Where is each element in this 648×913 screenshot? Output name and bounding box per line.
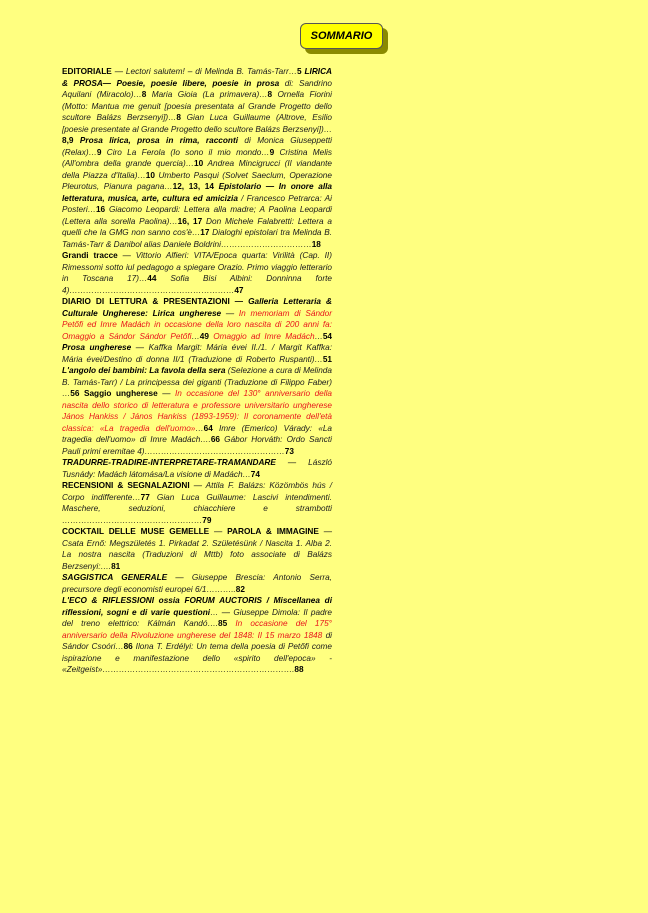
page-number: 9	[96, 147, 102, 157]
toc-text: RECENSIONI & SEGNALAZIONI	[62, 481, 190, 490]
toc-text: LIRICA & PROSA— Poesie, poesie libere, poesie in prosa	[62, 67, 332, 88]
toc-entry	[62, 66, 332, 250]
page-number: 18	[311, 239, 321, 249]
toc-text: Prosa ungherese	[62, 343, 132, 352]
toc-entry	[62, 457, 332, 480]
toc-text: — Kaffka Margit: Mária évei II./1. / Margit Kaffka: Mária évei/Destino di donna II/1 (Traduzione di Roberto Ruspanti)…	[62, 343, 332, 364]
toc-text: — Csata Ernő: Megszületés 1. Pirkadat 2. Születésünk / Nascita 1. Alba 2. La nostra nascita (Traduzioni di Mttb) foto associate di Balázs Berzsenyi:….	[62, 527, 332, 571]
toc-text: — Giuseppe Brescia: Antonio Serra, precursore degli economisti europei 6/1………..	[62, 573, 332, 594]
toc-text: Ciro La Ferola (Io sono il mio mondo…	[101, 147, 270, 157]
page-number: 47	[234, 285, 244, 295]
toc-text: Prosa lirica, prosa in rima, racconti	[73, 136, 239, 145]
toc-text: Giacomo Leopardi: Lettera alla madre; A Paolina Leopardi (Lettera alla sorella Paolina)…	[62, 205, 332, 226]
page-number: 79	[202, 515, 212, 525]
toc-text: Cristina Melis (All'ombra della grande quercia)…	[62, 147, 332, 168]
toc-text: di: Sandrino Aquilani (Miracolo)…	[62, 78, 332, 99]
page-number: 8	[141, 90, 147, 99]
toc-text: Grandi tracce	[62, 251, 118, 260]
page-number: 56	[70, 389, 80, 398]
toc-text: Gábor Horváth: Ordo Sancti Pauli primi eremitae 4)……………………………………………	[62, 435, 332, 456]
page-number: 74	[250, 469, 260, 479]
toc-entry	[62, 595, 332, 676]
page-number: 12, 13, 14	[172, 182, 214, 191]
toc-text: Ilona T. Erdélyi: Un tema della poesia di Petőfi come ispirazione e manifestazione dello «spirito dell'epoca» - «Zeitgeist»…………………………………………………………….	[62, 642, 332, 674]
toc-text: …	[195, 423, 204, 433]
toc-text: —	[221, 308, 239, 318]
sommario-badge: SOMMARIO	[300, 23, 383, 49]
toc-text: (Selezione a cura di Melinda B. Tamás-Tarr) / La principessa dei giganti (Traduzione di Filippo Faber) …	[62, 366, 332, 398]
toc-text: In memoriam di Sándor Petőfi ed Imre Madách in occasione della loro nascita di 200 anni fa: Omaggio a Sándor Sándor Petőfi	[62, 308, 332, 341]
toc-text: EDITORIALE	[62, 67, 112, 76]
page-number: 49	[199, 331, 209, 341]
toc-entry	[62, 572, 332, 595]
toc-entry	[62, 526, 332, 572]
page-number: 8	[267, 90, 273, 99]
toc-text: Andrea Mincigrucci (Il viandante della Piazza d'Italia)…	[62, 159, 332, 180]
toc-text: —	[157, 389, 175, 398]
page-number: 88	[294, 665, 304, 674]
toc-text: L'ECO & RIFLESSIONI ossia FORUM AUCTORIS / Miscellanea di riflessioni, sogni e di varie questioni	[62, 596, 332, 617]
toc-text: Umberto Pasqui (Solvet Saeclum, Operazione Pleurotus, Pianura pagana…	[62, 170, 332, 191]
toc-text: di Monica Giuseppetti (Relax)…	[62, 136, 332, 157]
toc-text: … — Giuseppe Dimola: Il padre del treno elettrico: Kálmán Kandó….	[62, 607, 333, 628]
page-number: 86	[123, 642, 133, 651]
toc-text: Galleria Letteraria & Culturale Ungherese: Lirica ungherese	[62, 297, 332, 318]
toc-text: — Lectori salutem! – di Melinda B. Tamás-Tarr…	[111, 67, 297, 76]
toc-text: — Attila F. Balázs: Közömbös hús / Corpo indifferente…	[62, 481, 333, 502]
toc-text: Epistolario — In onore alla letteratura, musica, arte, cultura ed amicizia	[62, 182, 332, 203]
page-number: 17	[200, 228, 210, 237]
page-number: 77	[140, 492, 150, 502]
toc-text: COCKTAIL DELLE MUSE GEMELLE	[62, 527, 210, 536]
toc-text: SAGGISTICA GENERALE	[62, 573, 168, 582]
toc-text: Sofia Bisi Albini: Donninna forte 4)……………………………………………………	[62, 274, 332, 295]
toc-text: di Sándor Csoóri…	[62, 630, 332, 651]
page-number: 54	[322, 331, 332, 341]
page-number: 16, 17	[177, 216, 203, 226]
toc-text: — László Tusnády: Madách látomása/La visione di Madách…	[62, 458, 332, 479]
toc-text: L'angolo dei bambini: La favola della sera	[62, 366, 226, 375]
page-number: 8	[176, 113, 181, 122]
toc-text: Maria Gioia (La primavera)…	[146, 90, 268, 99]
toc-text: Gian Luca Guillaume (Altrove, Esilio [poesie presentate al Grande Progetto dello scultore Balázs Berzsenyi])…	[62, 113, 332, 134]
toc-text: …	[314, 331, 323, 341]
page-number: 64	[203, 423, 213, 433]
toc-text: Dialoghi epistolari tra Melinda B. Tamás-Tarr & Danibol alias Daniele Boldrini……………………………	[62, 228, 332, 249]
page-number: 8,9	[62, 136, 74, 145]
page-number: 10	[194, 159, 204, 168]
page-number: 66	[210, 435, 221, 444]
page-number: 85	[218, 619, 228, 628]
page-number: 73	[284, 446, 294, 456]
page-number: 81	[111, 561, 121, 571]
toc-text: — Vittorio Alfieri: VITA/Epoca quarta: Virilità (Cap. II) Rimessomi sotto iul pedagogo a spiegare Orazio. Primo viaggio letterario in Toscana 17)…	[62, 251, 332, 283]
toc-text: Saggio ungherese	[79, 389, 158, 398]
toc-entry	[62, 250, 332, 296]
page-number: 5	[296, 67, 302, 76]
toc-text: In occasione del 130° anniversario della nascita dello storico di letteratura e professore universitario ungherese János Hankiss / János Hankiss (1893-1959): Il coronamente dell'età classica: «La tragedia dell'uomo»	[62, 389, 332, 433]
toc-text: Imre (Emerico) Várady: «La tragedia dell'uomo» di Imre Madách….	[62, 423, 332, 444]
page-number: 16	[95, 205, 106, 214]
toc-text: Omaggio ad Imre Madách	[208, 331, 315, 341]
page-number: 10	[145, 170, 155, 180]
toc-text: Gian Luca Guillaume: Lascivi intendimenti. Maschere, seduzioni, chiacchiere e strambotti ……………………………………………	[62, 492, 332, 525]
toc-entry	[62, 480, 332, 526]
page-number: 82	[235, 584, 245, 594]
page-number: 51	[322, 354, 332, 364]
toc-text: Ornella Fiorini (Motto: Mantua me genuit [poesia presentata al Grande Progetto dello scultore Balázs Berzsenyi])…	[62, 90, 332, 122]
toc-text: —	[209, 527, 228, 536]
toc-text: DIARIO DI LETTURA & PRESENTAZIONI —	[62, 297, 249, 306]
table-of-contents	[62, 66, 332, 676]
toc-text: PAROLA & IMMAGINE	[227, 527, 319, 536]
toc-text: Don Michele Falabretti: Lettera a quelli che la GMG non sanno cos'è…	[62, 216, 332, 237]
toc-text: TRADURRE-TRADIRE-INTERPRETARE-TRAMANDARE	[62, 458, 276, 467]
page-number: 44	[147, 274, 157, 283]
toc-text: / Francesco Petrarca: Ai Posteri…	[62, 193, 332, 214]
page-number: 9	[269, 147, 275, 157]
toc-entry	[62, 296, 332, 457]
toc-text: In occasione del 175° anniversario della Rivoluzione ungherese del 1848: Il 15 marzo 1848	[62, 619, 332, 640]
toc-text: …	[191, 331, 200, 341]
